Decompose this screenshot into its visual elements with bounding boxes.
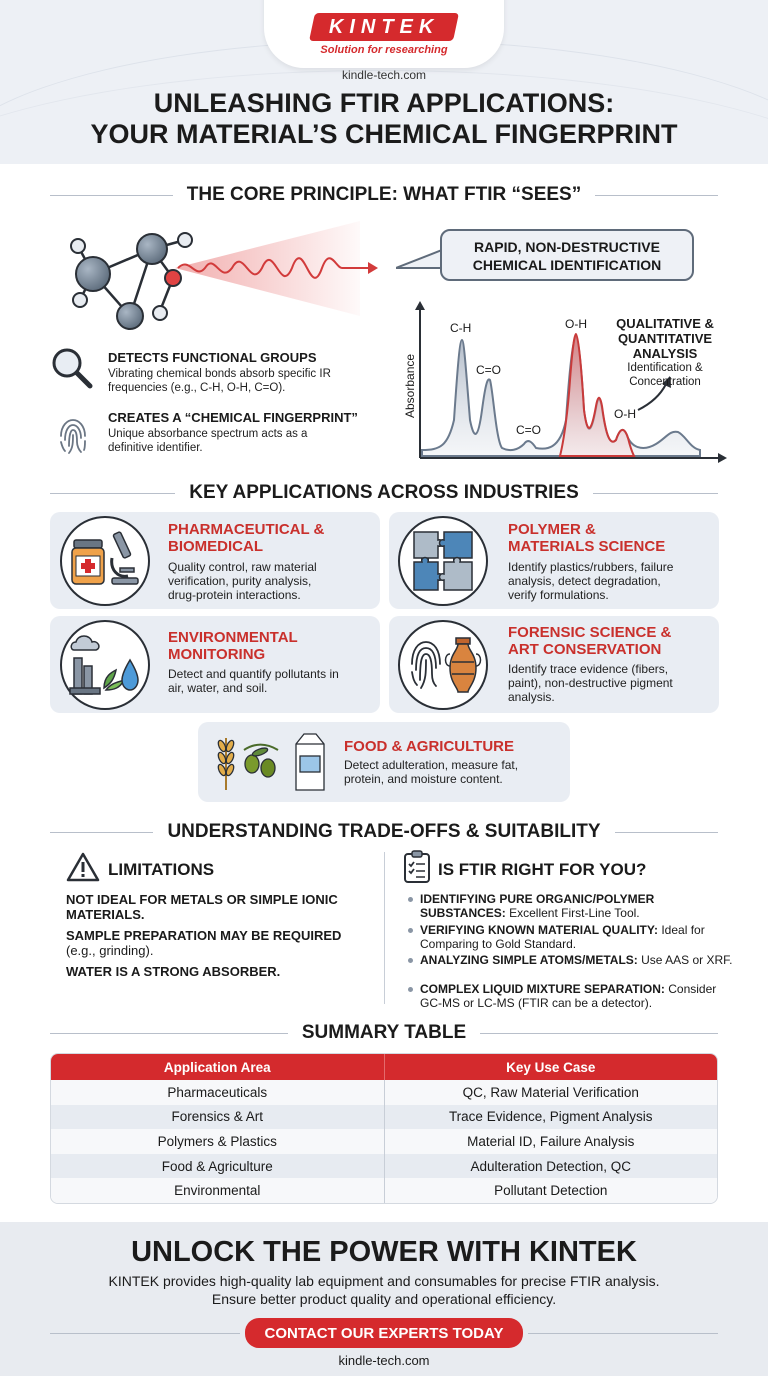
- magnifier-icon: [50, 346, 94, 390]
- feature-body-line: Unique absorbance spectrum acts as a: [108, 428, 308, 440]
- molecule-ir-beam-icon: [60, 216, 390, 336]
- title-line-2: YOUR MATERIAL’S CHEMICAL FINGERPRINT: [90, 119, 678, 149]
- limitation-line: (e.g., grinding).: [66, 943, 154, 958]
- pharma-microscope-icon: [66, 524, 146, 598]
- table-cell: Pharmaceuticals: [51, 1080, 385, 1105]
- table-header-row: [51, 1054, 717, 1080]
- fit-item-text: Ideal for Comparing to Gold Standard.: [420, 923, 705, 951]
- table-row: [51, 1129, 717, 1154]
- table-row: [51, 1178, 717, 1203]
- card-body-line: Detect and quantify pollutants in: [168, 667, 339, 681]
- card-title: FOOD & AGRICULTURE: [344, 738, 514, 755]
- table-cell: Material ID, Failure Analysis: [467, 1133, 635, 1149]
- card-body-line: analysis, detect degradation,: [508, 574, 661, 588]
- card-body: [508, 662, 673, 704]
- wheat-olive-milk-icon: [212, 730, 332, 794]
- table-cell: Pollutant Detection: [494, 1183, 608, 1199]
- card-title: [508, 521, 665, 555]
- callout-line-1: RAPID, NON-DESTRUCTIVE: [474, 239, 660, 255]
- card-body-line: Quality control, raw material: [168, 560, 317, 574]
- section-title: SUMMARY TABLE: [301, 1022, 467, 1043]
- feature-body: [108, 427, 307, 455]
- card-body-line: Identify trace evidence (fibers,: [508, 662, 669, 676]
- card-title-line: MATERIALS SCIENCE: [508, 538, 666, 555]
- limitation-line: WATER IS A STRONG ABSORBER.: [66, 964, 281, 979]
- card-body-line: analysis.: [508, 690, 555, 704]
- applications-heading: [0, 481, 768, 505]
- table-row: [51, 1105, 717, 1130]
- limitation-item: [66, 928, 341, 958]
- card-body: [168, 560, 317, 602]
- site-url-bottom[interactable]: kindle-tech.com: [338, 1353, 430, 1368]
- column-header: Key Use Case: [506, 1059, 596, 1075]
- feature-title: DETECTS FUNCTIONAL GROUPS: [108, 350, 317, 365]
- table-cell: Environmental: [51, 1178, 385, 1203]
- peak-label: C-H: [450, 321, 472, 335]
- table-row: [51, 1080, 717, 1105]
- footer-body-line: KINTEK provides high-quality lab equipment and consumables for precise FTIR analysis.: [108, 1273, 660, 1289]
- footer-body: [40, 1272, 728, 1308]
- peak-label: O-H: [565, 317, 587, 331]
- table-cell: QC, Raw Material Verification: [462, 1084, 639, 1100]
- card-title: [168, 629, 298, 663]
- contact-experts-button[interactable]: CONTACT OUR EXPERTS TODAY: [245, 1318, 523, 1348]
- divider: [480, 1033, 718, 1034]
- checklist-icon: [402, 850, 432, 884]
- footer-title: UNLOCK THE POWER WITH KINTEK: [131, 1236, 637, 1268]
- card-body-line: paint), non-destructive pigment: [508, 676, 673, 690]
- y-axis-label: Absorbance: [403, 353, 417, 418]
- feature-body-line: Vibrating chemical bonds absorb specific IR: [108, 368, 331, 380]
- puzzle-icon: [410, 528, 476, 594]
- fit-item-text: Consider GC-MS or LC-MS (FTIR can be a detector).: [420, 982, 717, 1010]
- analysis-label: [600, 316, 730, 389]
- limitation-item: [66, 892, 338, 922]
- card-title-line: PHARMACEUTICAL &: [168, 521, 325, 538]
- table-cell: Trace Evidence, Pigment Analysis: [448, 1109, 653, 1125]
- table-cell: Polymers & Plastics: [51, 1129, 385, 1154]
- card-title: [168, 521, 324, 555]
- fingerprint-vase-icon: [406, 630, 482, 700]
- analysis-line: ANALYSIS: [632, 346, 698, 361]
- analysis-line: QUANTITATIVE: [617, 331, 713, 346]
- fit-item: [408, 892, 738, 920]
- title-line-1: UNLEASHING FTIR APPLICATIONS:: [153, 88, 615, 118]
- table-cell: Forensics & Art: [51, 1105, 385, 1130]
- card-title-line: ENVIRONMENTAL: [168, 629, 298, 646]
- analysis-sub: Identification &: [627, 362, 703, 374]
- card-title: [508, 624, 671, 658]
- fit-item-bold: ANALYZING SIMPLE ATOMS/METALS:: [420, 953, 638, 967]
- card-body-line: air, water, and soil.: [168, 681, 268, 695]
- fit-item-bold: COMPLEX LIQUID MIXTURE SEPARATION:: [420, 982, 665, 996]
- core-principle-heading: [0, 183, 768, 207]
- limitation-line: NOT IDEAL FOR METALS OR SIMPLE IONIC: [66, 892, 338, 907]
- feature-body-line: frequencies (e.g., C-H, O-H, C=O).: [108, 382, 286, 394]
- fit-item-bold: VERIFYING KNOWN MATERIAL QUALITY:: [420, 923, 658, 937]
- fit-item-text: Excellent First-Line Tool.: [505, 906, 640, 920]
- card-body-line: drug-protein interactions.: [168, 588, 301, 602]
- fit-item: [408, 923, 738, 951]
- analysis-sub: Concentration: [629, 376, 701, 388]
- table-row: [51, 1154, 717, 1179]
- footer-body-line: Ensure better product quality and operational efficiency.: [211, 1291, 557, 1307]
- divider: [50, 493, 175, 494]
- feature-body: [108, 367, 331, 395]
- factory-water-icon: [68, 630, 144, 700]
- fit-item-text: Use AAS or XRF.: [637, 953, 733, 967]
- peak-label: C=O: [516, 423, 542, 437]
- limitation-line: SAMPLE PREPARATION MAY BE REQUIRED: [66, 928, 342, 943]
- column-divider: [384, 852, 385, 1004]
- divider: [595, 195, 718, 196]
- table-cell: Food & Agriculture: [51, 1154, 385, 1179]
- page-title: [0, 88, 768, 150]
- feature-title: CREATES A “CHEMICAL FINGERPRINT”: [108, 410, 358, 425]
- fit-item: [408, 953, 738, 967]
- card-title-line: BIOMEDICAL: [168, 538, 263, 555]
- fingerprint-icon: [55, 416, 91, 456]
- column-header: Application Area: [51, 1054, 385, 1080]
- card-body: [344, 758, 518, 786]
- divider: [615, 832, 718, 833]
- fit-item: [408, 982, 738, 1010]
- card-title-line: MONITORING: [168, 646, 266, 663]
- card-body-line: Detect adulteration, measure fat,: [344, 758, 519, 772]
- divider: [50, 832, 153, 833]
- card-body: [168, 667, 339, 695]
- summary-table: [50, 1053, 718, 1204]
- callout-box: [440, 229, 694, 281]
- limitation-line: MATERIALS.: [66, 907, 145, 922]
- limitation-item: [66, 964, 280, 979]
- card-title-line: ART CONSERVATION: [508, 641, 662, 658]
- warning-icon: [66, 852, 100, 882]
- divider: [50, 195, 173, 196]
- card-title-line: POLYMER &: [508, 521, 596, 538]
- card-body: [508, 560, 673, 602]
- fit-title: IS FTIR RIGHT FOR YOU?: [438, 860, 647, 879]
- limitations-title: LIMITATIONS: [108, 860, 215, 879]
- card-body-line: verify formulations.: [508, 588, 609, 602]
- callout-pointer: [396, 248, 444, 272]
- card-body-line: Identify plastics/rubbers, failure: [508, 560, 674, 574]
- callout-line-2: CHEMICAL IDENTIFICATION: [472, 257, 662, 273]
- peak-label: O-H: [614, 407, 636, 421]
- peak-label: C=O: [476, 363, 502, 377]
- logo-text: KINTEK: [328, 15, 440, 38]
- logo-tagline: Solution for researching: [320, 44, 448, 56]
- card-body-line: protein, and moisture content.: [344, 772, 503, 786]
- section-title: UNDERSTANDING TRADE-OFFS & SUITABILITY: [167, 821, 601, 842]
- section-title: THE CORE PRINCIPLE: WHAT FTIR “SEES”: [186, 184, 582, 205]
- divider: [593, 493, 718, 494]
- divider: [50, 1333, 240, 1334]
- analysis-line: QUALITATIVE &: [616, 316, 714, 331]
- table-cell: Adulteration Detection, QC: [470, 1158, 632, 1174]
- divider: [50, 1033, 288, 1034]
- feature-body-line: definitive identifier.: [108, 442, 203, 454]
- section-title: KEY APPLICATIONS ACROSS INDUSTRIES: [189, 482, 579, 503]
- summary-heading: [0, 1021, 768, 1045]
- kintek-logo[interactable]: [309, 13, 459, 41]
- card-body-line: verification, purity analysis,: [168, 574, 312, 588]
- fit-item-bold: IDENTIFYING PURE ORGANIC/POLYMER SUBSTANCES:: [420, 892, 655, 920]
- divider: [528, 1333, 718, 1334]
- card-title-line: FORENSIC SCIENCE &: [508, 624, 672, 641]
- site-url-top[interactable]: kindle-tech.com: [341, 68, 427, 82]
- tradeoffs-heading: [0, 820, 768, 844]
